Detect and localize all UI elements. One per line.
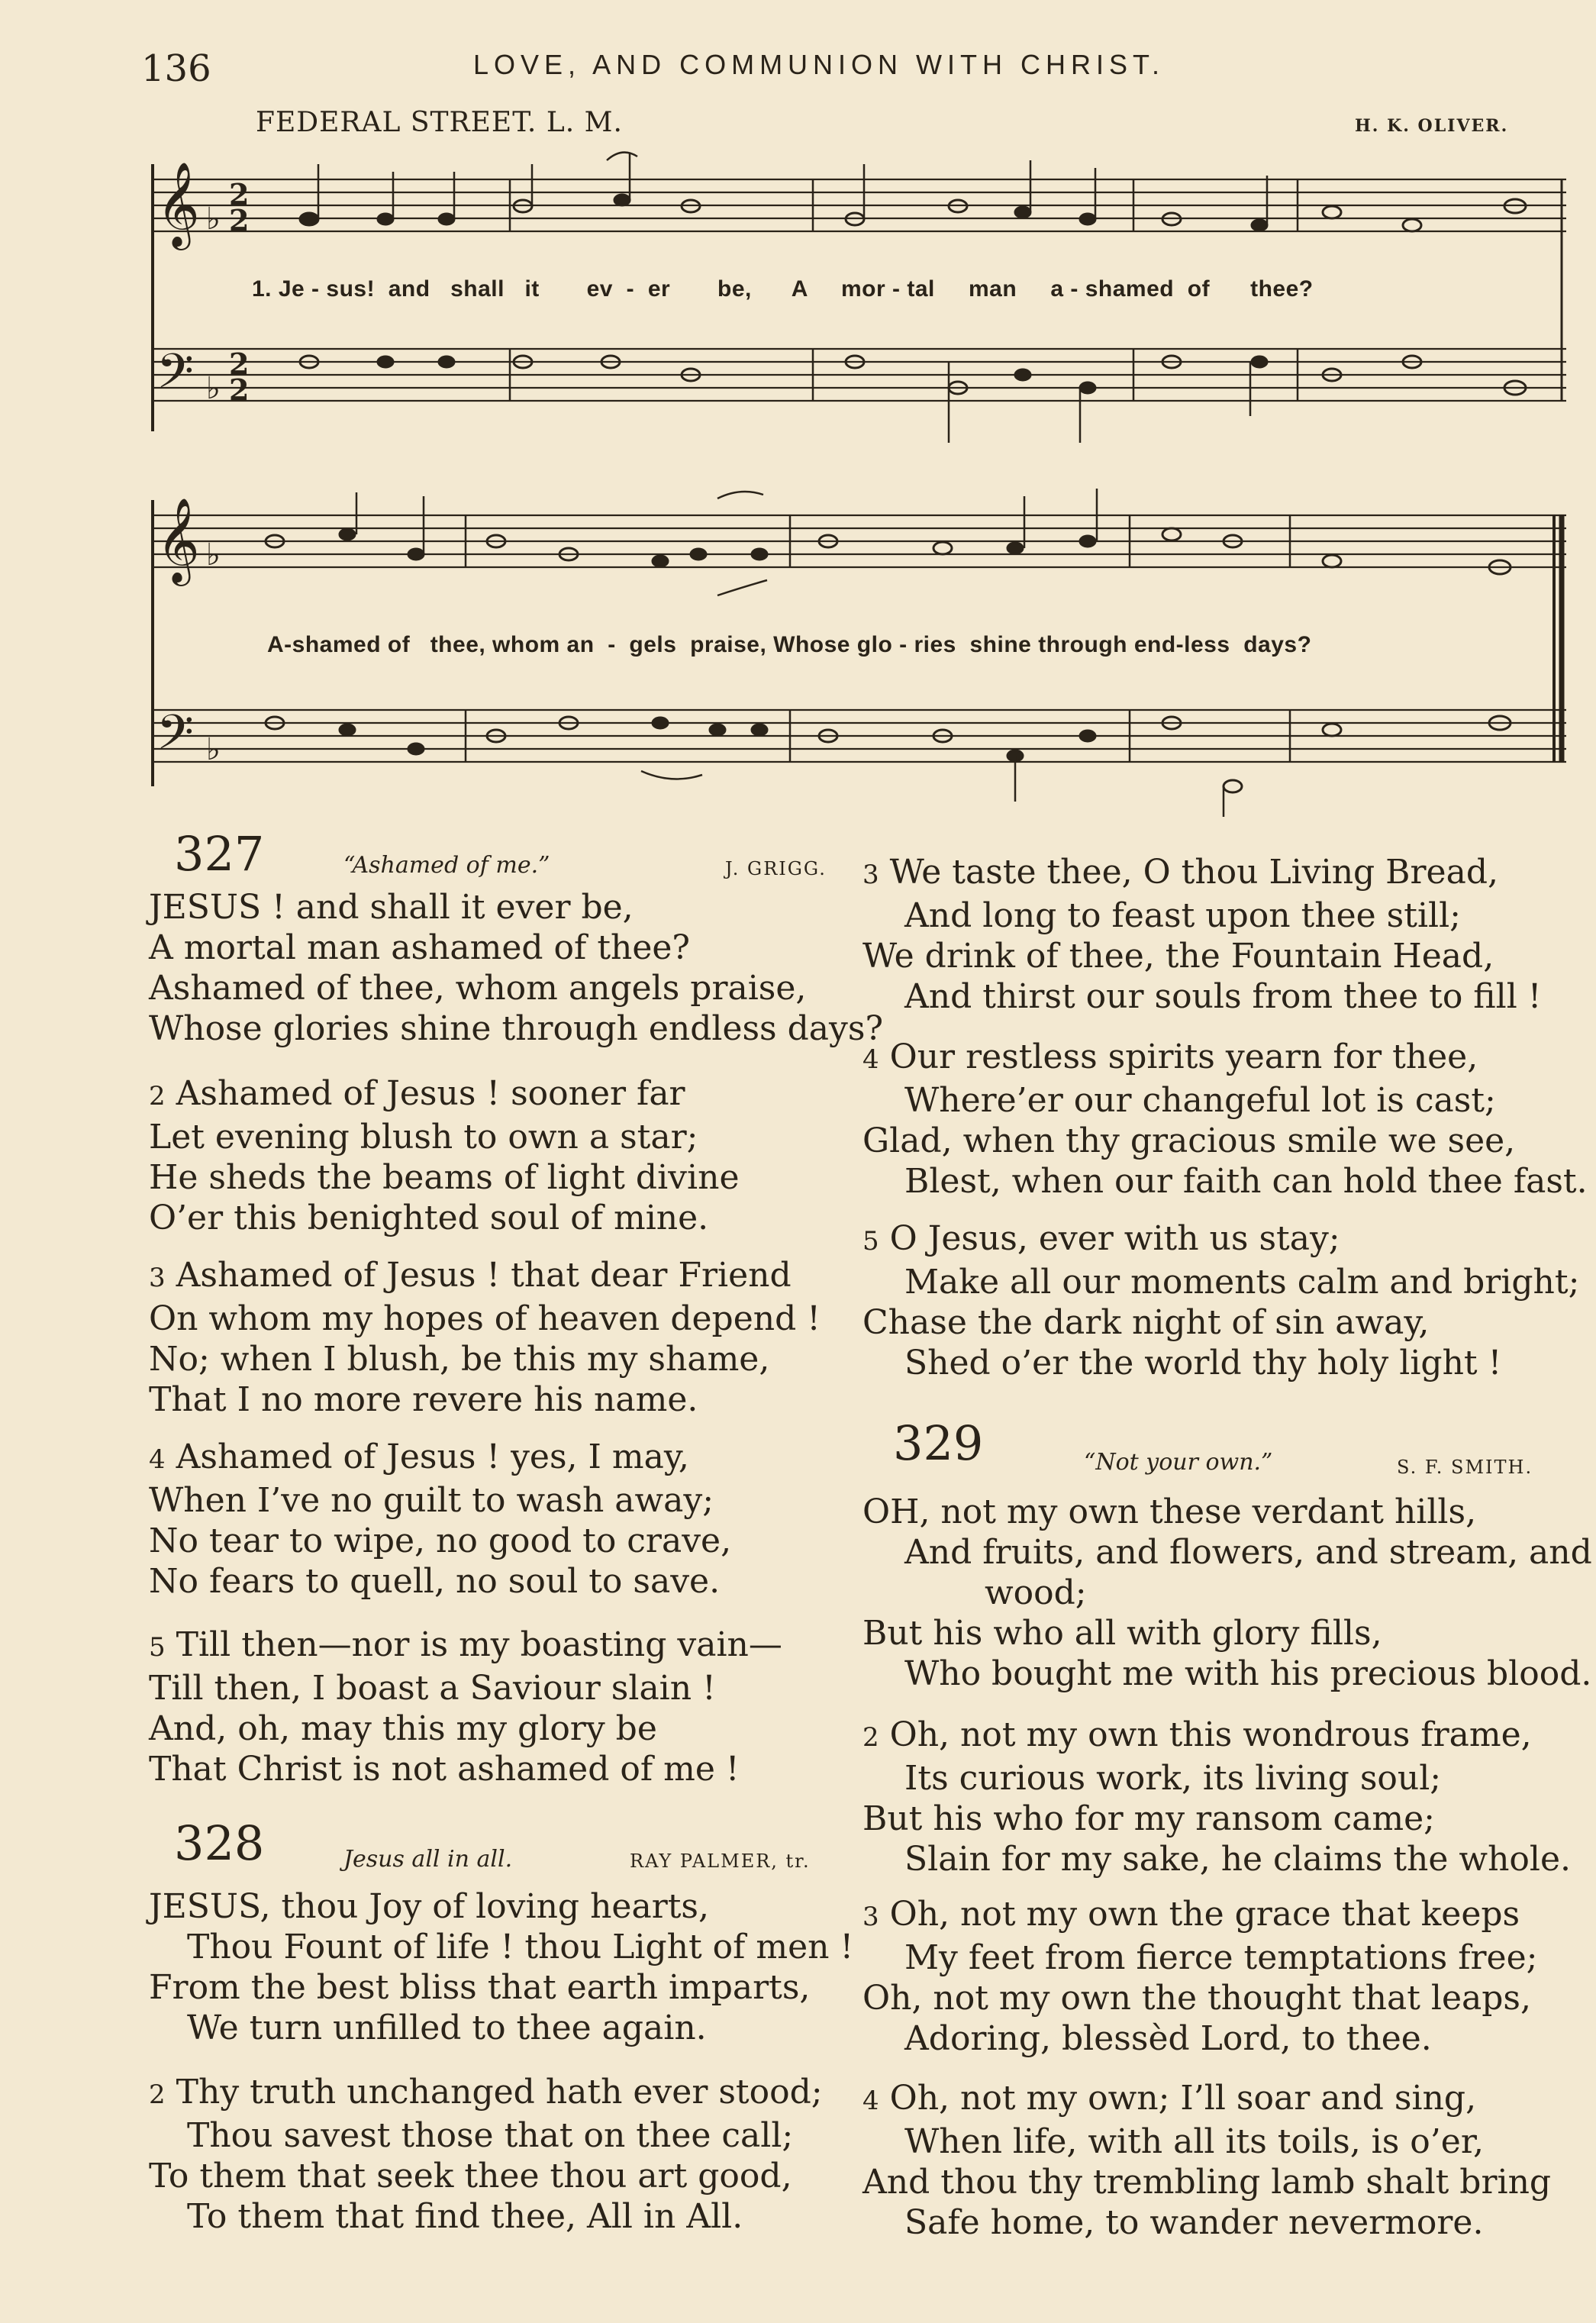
music-score: [0, 0, 1596, 840]
note-stems: [318, 153, 1267, 817]
bass-clef-icon: 𝄢: [156, 704, 194, 772]
verse-line: Oh, not my own the thought that leaps,: [862, 1979, 1531, 2018]
lyric-line-1: 1. Je - sus! and shall it ev - er be, A mor - tal man a - shamed of thee?: [252, 276, 1314, 302]
verse-line: When life, with all its toils, is o’er,: [904, 2122, 1484, 2161]
verse-number: 3: [862, 860, 879, 890]
verse: [862, 2078, 1551, 2243]
verse-line: From the best bliss that earth imparts,: [149, 1968, 811, 2007]
verse-number: 5: [862, 1226, 879, 1257]
verse: [149, 1255, 821, 1420]
flat-icon: ♭: [206, 732, 221, 767]
verse-line: Till then, I boast a Saviour slain !: [149, 1669, 716, 1708]
verse-line: Where’er our changeful lot is cast;: [904, 1081, 1496, 1120]
verse-line: Thy truth unchanged hath ever stood;: [176, 2073, 823, 2112]
verse-line: Make all our moments calm and bright;: [904, 1263, 1580, 1302]
verse-number: 3: [149, 1263, 166, 1293]
verse-line: Ashamed of Jesus ! yes, I may,: [176, 1437, 689, 1476]
verse-line: To them that seek thee thou art good,: [149, 2157, 792, 2196]
verse-line: And fruits, and flowers, and stream, and: [904, 1533, 1592, 1572]
svg-text:2: 2: [229, 373, 250, 407]
verse-line: But his who for my ransom came;: [862, 1799, 1435, 1838]
svg-text:2: 2: [229, 347, 250, 381]
verse-line: O’er this benighted soul of mine.: [149, 1199, 709, 1237]
verse-line: Its curious work, its living soul;: [904, 1759, 1442, 1798]
verse-line: Chase the dark night of sin away,: [862, 1303, 1430, 1342]
treble-clef-icon: 𝄞: [156, 161, 200, 247]
verse-line: And thou thy trembling lamb shalt bring: [862, 2163, 1552, 2202]
verse-number: 4: [149, 1444, 166, 1475]
verse-line: Oh, not my own the grace that keeps: [889, 1895, 1520, 1934]
verse-line: And thirst our souls from thee to fill !: [904, 977, 1542, 1016]
verse: [862, 852, 1541, 1017]
verse-line: No fears to quell, no soul to save.: [149, 1562, 721, 1601]
hymn-author: J. GRIGG.: [725, 858, 827, 879]
verse-number: 2: [149, 1081, 166, 1111]
hymn-title: Jesus all in all.: [343, 1846, 513, 1873]
verse-line: We drink of thee, the Fountain Head,: [862, 937, 1494, 976]
verse-number: 2: [149, 2079, 166, 2110]
verse: [149, 887, 883, 1049]
treble-clef-icon: 𝄞: [156, 497, 200, 582]
verse-number: 4: [862, 1044, 879, 1075]
verse-line: When I’ve no guilt to wash away;: [149, 1481, 714, 1520]
verse: [862, 1715, 1571, 1879]
verse-line: Till then—nor is my boasting vain—: [176, 1625, 782, 1664]
svg-text:2: 2: [229, 177, 250, 211]
verse: [862, 1492, 1592, 1694]
verse-number: 4: [862, 2086, 879, 2116]
hymn-number: 328: [174, 1815, 265, 1871]
hymn-title: “Not your own.”: [1084, 1449, 1273, 1476]
verse-line: Who bought me with his precious blood.: [904, 1654, 1592, 1693]
verse-line: On whom my hopes of heaven depend !: [149, 1299, 821, 1338]
page-number: 136: [141, 47, 211, 90]
verse: [862, 1037, 1588, 1202]
verse-number: 3: [862, 1902, 879, 1932]
verse-line: My feet from fierce temptations free;: [904, 1938, 1538, 1977]
hymn-author: S. F. SMITH.: [1397, 1457, 1533, 1478]
verse-line: Oh, not my own; I’ll soar and sing,: [889, 2079, 1477, 2118]
verse-line: Ashamed of Jesus ! sooner far: [176, 1074, 685, 1113]
verse: [149, 1437, 731, 1602]
verse-line: Whose glories shine through endless days?: [149, 1009, 884, 1048]
verse: [862, 1894, 1537, 2059]
clefs-and-signatures: [156, 161, 249, 772]
tune-meter: L. M.: [546, 107, 623, 138]
verse-line: Our restless spirits yearn for thee,: [889, 1037, 1478, 1076]
bar-lines: [466, 179, 1298, 762]
verse-line: Thou savest those that on thee call;: [187, 2116, 794, 2155]
verse: [149, 1624, 782, 1789]
system-brackets: [153, 164, 1562, 786]
hymn-number: 329: [893, 1415, 984, 1471]
verse-line: We taste thee, O thou Living Bread,: [889, 853, 1498, 892]
verse-line: Shed o’er the world thy holy light !: [904, 1344, 1502, 1383]
verse-line: Ashamed of thee, whom angels praise,: [149, 969, 807, 1008]
flat-icon: ♭: [206, 371, 221, 406]
verse-line: OH, not my own these verdant hills,: [862, 1492, 1477, 1531]
hymn-number: 327: [174, 826, 265, 882]
verse-line: We turn unfilled to thee again.: [187, 2008, 707, 2047]
flat-icon: ♭: [206, 202, 221, 237]
verse-number: 2: [862, 1722, 879, 1753]
verse-line: Glad, when thy gracious smile we see,: [862, 1121, 1516, 1160]
verse-line: Ashamed of Jesus ! that dear Friend: [176, 1256, 792, 1295]
verse-line: Thou Fount of life ! thou Light of men !: [187, 1928, 854, 1966]
verse-line: And, oh, may this my glory be: [149, 1709, 657, 1748]
verse: [149, 2072, 823, 2237]
staff-lines: [153, 179, 1566, 762]
verse: [862, 1218, 1579, 1383]
bass-clef-icon: 𝄢: [156, 343, 194, 411]
verse-line: Slain for my sake, he claims the whole.: [904, 1840, 1571, 1879]
tune-composer: H. K. OLIVER.: [1355, 116, 1509, 136]
verse-line: JESUS ! and shall it ever be,: [149, 888, 634, 927]
verse-line: JESUS, thou Joy of loving hearts,: [149, 1887, 709, 1926]
hymn-title: “Ashamed of me.”: [343, 852, 550, 879]
verse-line: O Jesus, ever with us stay;: [889, 1219, 1340, 1258]
verse-line: Oh, not my own this wondrous frame,: [889, 1715, 1532, 1754]
verse-line: To them that find thee, All in All.: [187, 2197, 743, 2236]
verse-line: That I no more revere his name.: [149, 1380, 698, 1419]
verse-line: Let evening blush to own a star;: [149, 1118, 698, 1157]
hymn-author: RAY PALMER, tr.: [630, 1850, 811, 1872]
verse-number: 5: [149, 1632, 166, 1663]
verse-line: A mortal man ashamed of thee?: [149, 928, 691, 967]
verse-line: Blest, when our faith can hold thee fast.: [904, 1162, 1588, 1201]
verse-line: But his who all with glory fills,: [862, 1614, 1382, 1653]
verse-line: No tear to wipe, no good to crave,: [149, 1521, 732, 1560]
flat-icon: ♭: [206, 537, 221, 573]
verse: [149, 1886, 853, 2048]
verse-line: Adoring, blessèd Lord, to thee.: [904, 2019, 1432, 2058]
verse-line: Safe home, to wander nevermore.: [904, 2203, 1484, 2242]
lyric-line-2: A-shamed of thee, whom an - gels praise, Whose glo - ries shine through end-less days?: [267, 632, 1312, 657]
verse-line: That Christ is not ashamed of me !: [149, 1750, 740, 1789]
svg-text:2: 2: [229, 203, 250, 237]
verse-line: No; when I blush, be this my shame,: [149, 1340, 770, 1379]
verse-line: He sheds the beams of light divine: [149, 1158, 740, 1197]
ties: [607, 153, 767, 779]
verse-line: And long to feast upon thee still;: [904, 896, 1461, 935]
tune-name: FEDERAL STREET.: [256, 107, 537, 138]
verse: [149, 1073, 739, 1238]
running-head: LOVE, AND COMMUNION WITH CHRIST.: [473, 49, 1166, 80]
verse-line: wood;: [985, 1573, 1087, 1612]
